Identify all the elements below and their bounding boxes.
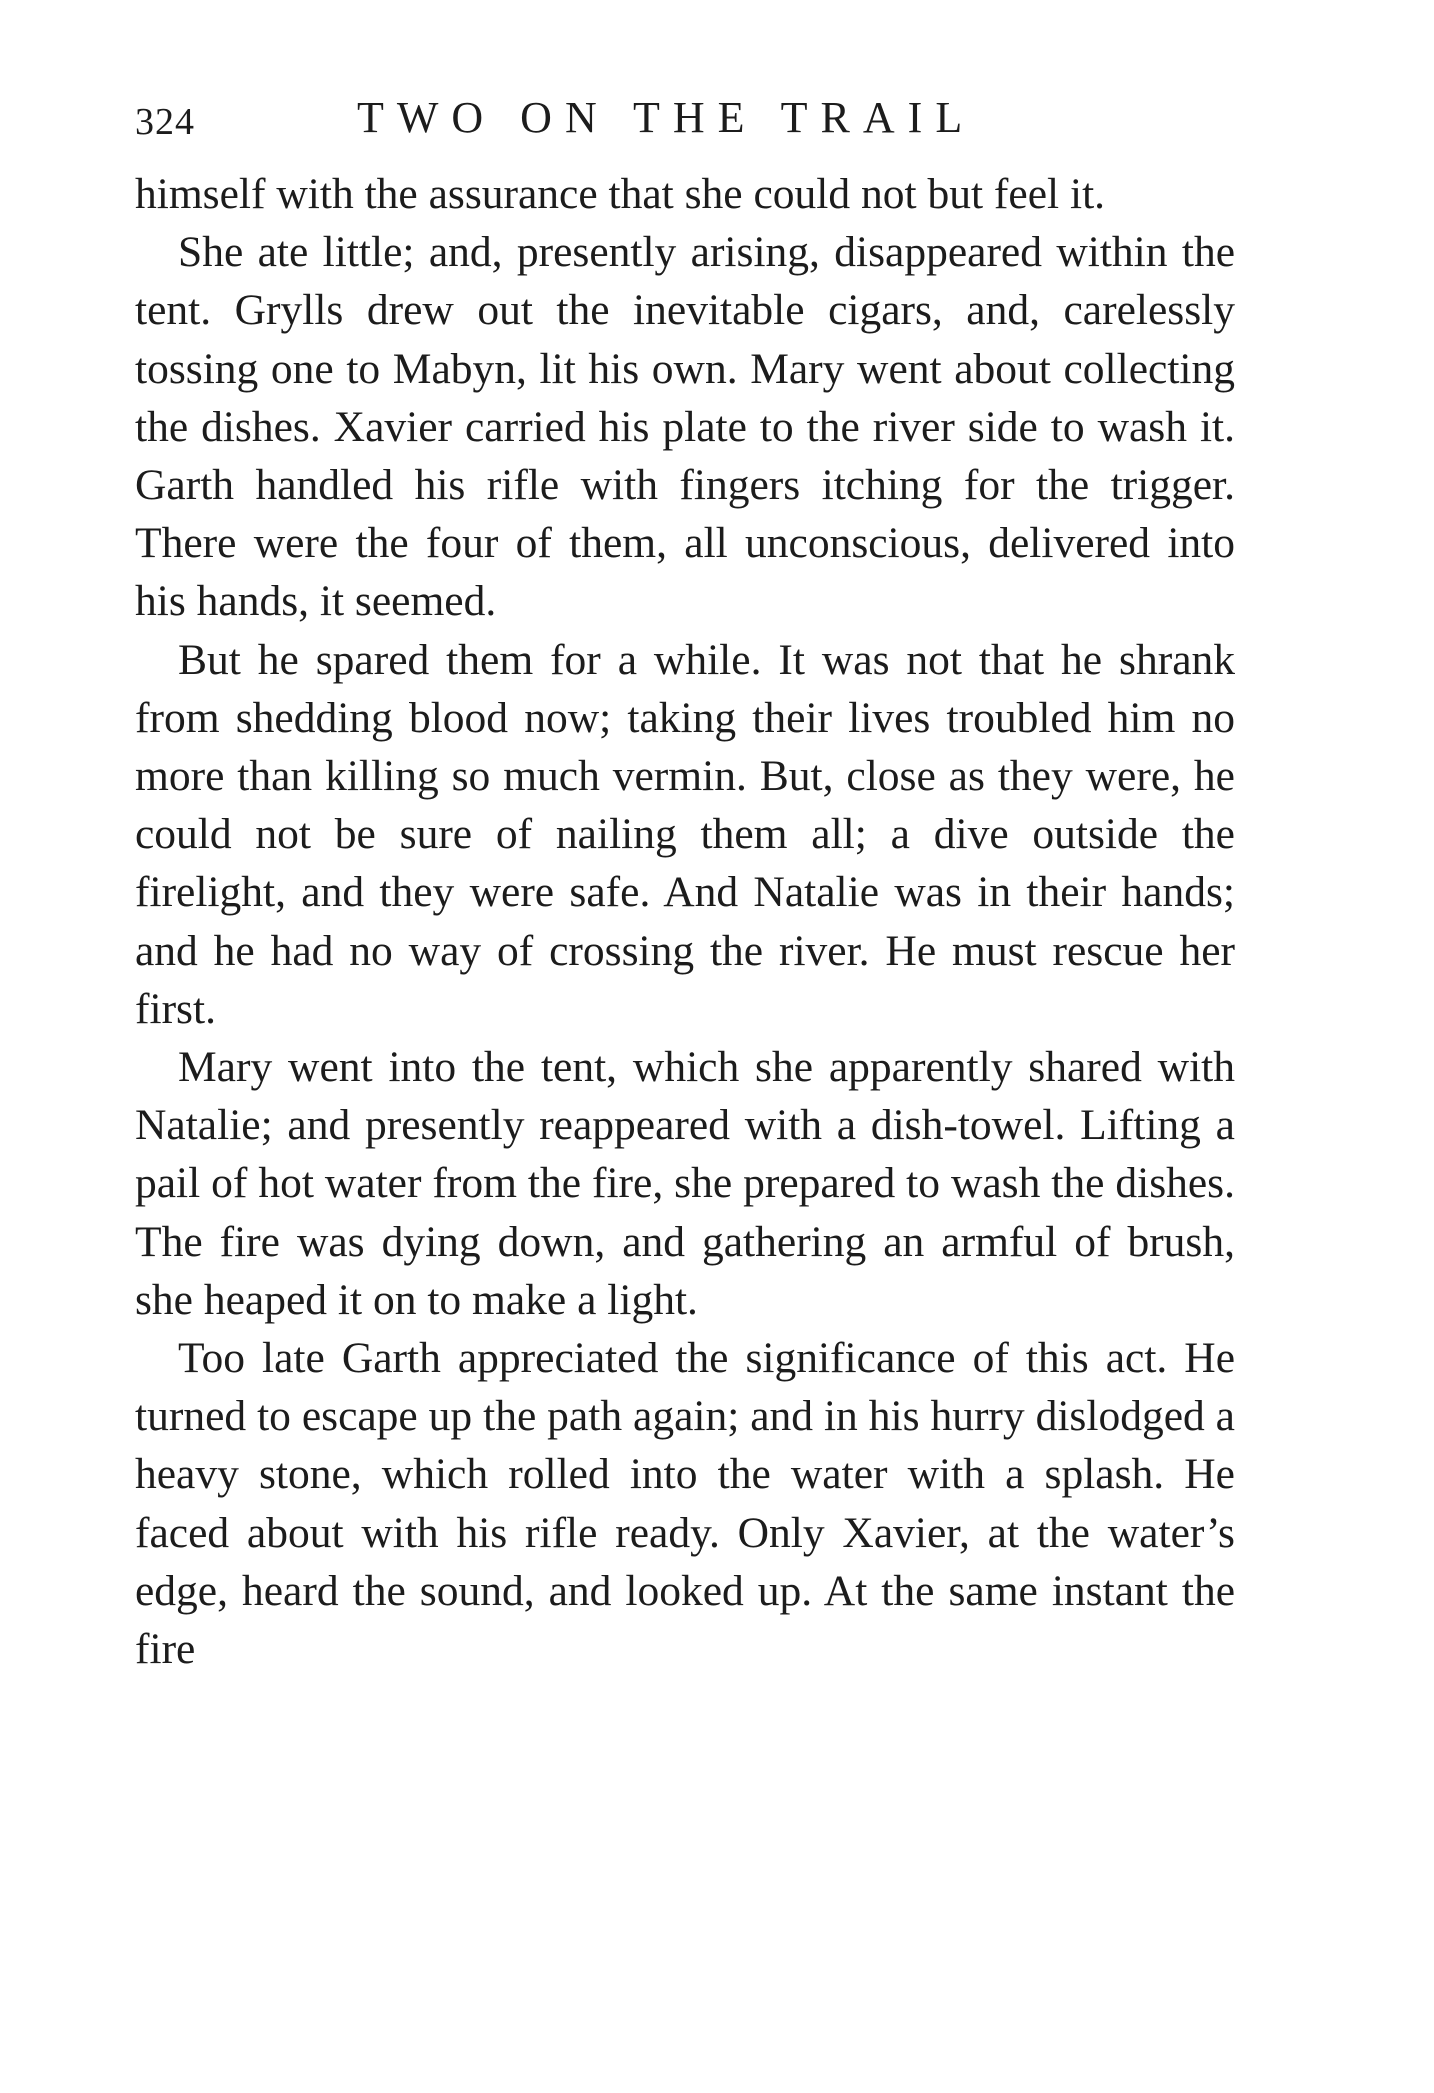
paragraph: But he spared them for a while. It was not that he shrank from shedding blood now; taking their lives troubled him no more than killing so much vermin. But, close as they were, he could not be sure of nailing them all; a dive outside the firelight, and they were safe. And Natalie was in their hands; and he had no way of crossing the river. He must rescue her first. bbox=[135, 635, 1235, 1033]
paragraph: Mary went into the tent, which she apparently shared with Natalie; and presently reappeared with a dish-towel. Lifting a pail of hot water from the fire, she prepared to wash the dishes. The fire was dying down, and gathering an armful of brush, she heaped it on to make a light. bbox=[135, 1043, 1235, 1324]
page-header bbox=[135, 92, 1235, 152]
paragraph: She ate little; and, presently arising, disappeared within the tent. Grylls drew out the inevitable cigars, and, carelessly tossing one to Mabyn, lit his own. Mary went about collecting the dishes. Xavier carried his plate to the river side to wash it. Garth handled his rifle with fingers itching for the trigger. There were the four of them, all unconscious, delivered into his hands, it seemed. bbox=[135, 228, 1235, 626]
paragraph: Too late Garth appreciated the significance of this act. He turned to escape up the path again; and in his hurry dislodged a heavy stone, which rolled into the water with a splash. He faced about with his rifle ready. Only Xavier, at the water’s edge, heard the sound, and looked up. At the same instant the fire bbox=[135, 1334, 1235, 1674]
paragraph-continued: himself with the assurance that she could not but feel it. bbox=[135, 170, 1106, 218]
page-number: 324 bbox=[135, 101, 195, 143]
running-title: TWO ON THE TRAIL bbox=[357, 93, 976, 142]
body-text bbox=[135, 165, 1235, 1678]
